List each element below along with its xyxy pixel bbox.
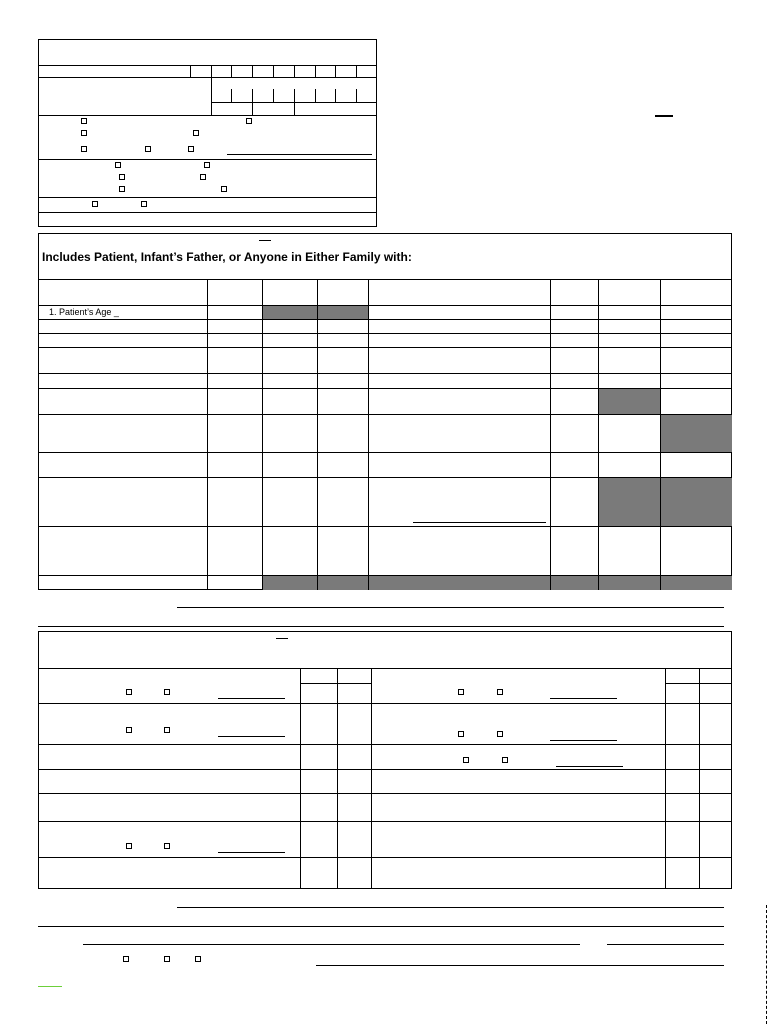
table-col-rule xyxy=(665,668,666,889)
table-row-rule xyxy=(38,575,732,576)
table-row-rule xyxy=(38,347,732,348)
table-col-rule xyxy=(317,279,318,590)
header-rule xyxy=(38,212,377,213)
table-row-rule xyxy=(38,414,732,415)
patient-info-block xyxy=(38,39,377,227)
comments-line[interactable] xyxy=(177,907,724,908)
header-cell-divider xyxy=(294,65,295,77)
table-col-rule xyxy=(300,668,301,889)
table-col-rule xyxy=(368,279,369,590)
header-rule xyxy=(38,197,377,198)
checkbox[interactable] xyxy=(195,956,201,962)
checkbox[interactable] xyxy=(92,201,98,207)
checkbox[interactable] xyxy=(463,757,469,763)
header-rule xyxy=(38,159,377,160)
table-row-rule xyxy=(38,744,732,745)
overline-mark xyxy=(655,115,673,117)
table-col-rule xyxy=(699,668,700,889)
table-row-rule xyxy=(38,526,732,527)
table-col-rule xyxy=(262,279,263,590)
table-col-rule xyxy=(207,279,208,590)
checkbox[interactable] xyxy=(119,174,125,180)
table-row-rule xyxy=(38,857,732,858)
checkbox[interactable] xyxy=(164,843,170,849)
table-row-rule xyxy=(38,452,732,453)
header-cell-divider xyxy=(315,65,316,77)
date-tick xyxy=(335,89,336,102)
shaded-cell xyxy=(262,305,368,319)
write-in-line[interactable] xyxy=(316,965,724,966)
write-in-line[interactable] xyxy=(556,766,623,767)
checkbox[interactable] xyxy=(115,162,121,168)
checkbox[interactable] xyxy=(458,731,464,737)
cut-line xyxy=(766,905,767,1024)
checkbox[interactable] xyxy=(221,186,227,192)
header-rule xyxy=(38,77,377,78)
accent-mark xyxy=(38,986,62,987)
checkbox[interactable] xyxy=(193,130,199,136)
checkbox[interactable] xyxy=(123,956,129,962)
header-cell-divider xyxy=(190,65,191,77)
write-in-line[interactable] xyxy=(83,944,580,945)
checkbox[interactable] xyxy=(81,118,87,124)
checkbox[interactable] xyxy=(246,118,252,124)
write-in-line[interactable] xyxy=(607,944,724,945)
write-in-line[interactable] xyxy=(550,740,617,741)
table-col-rule xyxy=(550,279,551,590)
header-cell-divider xyxy=(211,65,212,115)
checkbox[interactable] xyxy=(119,186,125,192)
header-cell-divider xyxy=(356,65,357,77)
table-row-rule xyxy=(38,319,732,320)
write-in-line[interactable] xyxy=(218,698,285,699)
checkbox[interactable] xyxy=(200,174,206,180)
checkbox[interactable] xyxy=(204,162,210,168)
history-table-heading: Includes Patient, Infant’s Father, or Anyone in Either Family with: xyxy=(42,250,412,264)
checkbox[interactable] xyxy=(81,146,87,152)
checkbox[interactable] xyxy=(164,956,170,962)
header-cell-divider xyxy=(231,65,232,77)
header-cell-divider xyxy=(252,65,253,77)
checkbox[interactable] xyxy=(188,146,194,152)
write-in-line[interactable] xyxy=(218,852,285,853)
table-col-rule xyxy=(598,279,599,590)
comments-line[interactable] xyxy=(38,626,724,627)
checkbox[interactable] xyxy=(164,727,170,733)
table-col-rule xyxy=(337,668,338,889)
checkbox[interactable] xyxy=(497,731,503,737)
table-row-rule xyxy=(38,821,732,822)
table-row-rule xyxy=(38,793,732,794)
shaded-cell xyxy=(262,575,732,590)
checkbox[interactable] xyxy=(458,689,464,695)
row-label-patient-age: 1. Patient’s Age _ xyxy=(49,307,119,317)
table-row-rule xyxy=(38,373,732,374)
checkbox[interactable] xyxy=(126,843,132,849)
table-row-rule xyxy=(38,305,732,306)
checkbox[interactable] xyxy=(502,757,508,763)
table-row-rule xyxy=(38,769,732,770)
checkbox[interactable] xyxy=(141,201,147,207)
comments-line[interactable] xyxy=(177,607,724,608)
date-tick xyxy=(356,89,357,102)
checkbox[interactable] xyxy=(126,689,132,695)
header-cell-divider xyxy=(273,65,274,77)
shaded-cell xyxy=(598,477,732,526)
header-rule xyxy=(38,115,377,116)
checkbox[interactable] xyxy=(497,689,503,695)
checkbox[interactable] xyxy=(81,130,87,136)
header-cell-divider xyxy=(335,65,336,77)
date-tick xyxy=(315,89,316,102)
infection-history-table xyxy=(38,631,732,889)
table-col-rule xyxy=(371,668,372,889)
date-tick xyxy=(294,89,295,115)
table-col-rule xyxy=(660,279,661,590)
comments-line[interactable] xyxy=(38,926,724,927)
shaded-cell xyxy=(660,414,732,452)
checkbox[interactable] xyxy=(145,146,151,152)
write-in-line[interactable] xyxy=(413,522,546,523)
table-row-rule xyxy=(300,683,371,684)
overline-mark xyxy=(259,240,271,241)
table-row-rule xyxy=(38,703,732,704)
table-row-rule xyxy=(38,477,732,478)
header-rule xyxy=(38,65,377,66)
overline-mark xyxy=(276,638,288,639)
checkbox[interactable] xyxy=(164,689,170,695)
write-in-line[interactable] xyxy=(218,736,285,737)
table-row-rule xyxy=(38,279,732,280)
date-tick xyxy=(231,89,232,102)
table-row-rule xyxy=(38,668,732,669)
date-tick xyxy=(273,89,274,102)
checkbox[interactable] xyxy=(126,727,132,733)
write-in-line[interactable] xyxy=(227,154,372,155)
date-tick xyxy=(252,89,253,115)
shaded-cell xyxy=(598,388,660,414)
table-row-rule xyxy=(38,333,732,334)
write-in-line[interactable] xyxy=(550,698,617,699)
table-row-rule xyxy=(38,388,732,389)
